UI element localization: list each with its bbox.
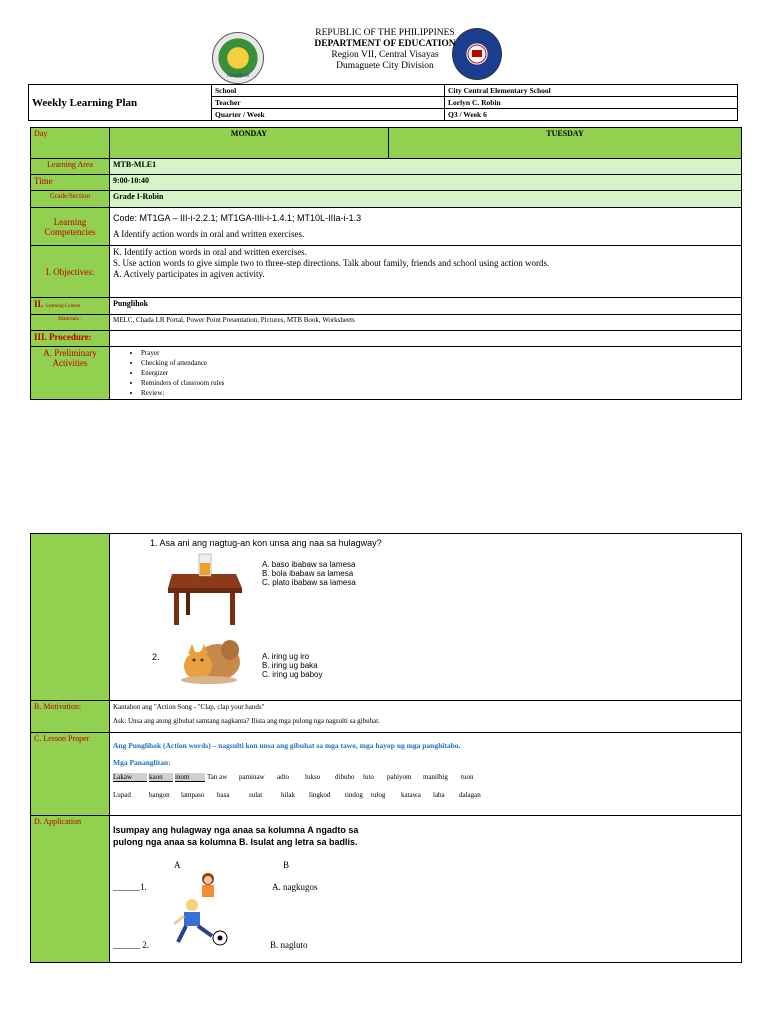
- example-word: dibuho: [335, 773, 355, 781]
- list-item: • Checking of attendance: [141, 358, 738, 368]
- motivation-line1: Kantahon ang "Action Song - "Clap, clap your hands": [113, 703, 265, 711]
- question-1-options: [262, 560, 356, 587]
- region-seal-logo: [212, 32, 264, 84]
- review-label-cell: [31, 534, 110, 701]
- option-a: A. iring ug iro: [262, 652, 310, 661]
- cat-dog-picture: [176, 632, 242, 686]
- day-label: Day: [31, 128, 110, 159]
- school-value: City Central Elementary School: [445, 85, 738, 97]
- school-label: School: [212, 85, 445, 97]
- letterhead-line4: Dumaguete City Division: [336, 61, 434, 71]
- procedure-label: III. Procedure:: [31, 331, 110, 347]
- letterhead-line3: Region VII, Central Visayas: [331, 50, 439, 60]
- examples-row-2: [113, 791, 738, 799]
- example-word: laba: [433, 791, 445, 799]
- materials-value: MELC, Chada LR Portal, Power Point Presentation, Pictures, MTB Book, Worksheets: [110, 315, 742, 331]
- teacher-label: Teacher: [212, 97, 445, 109]
- example-word: paminaw: [239, 773, 265, 781]
- tuesday-header: TUESDAY: [389, 128, 742, 159]
- example-word: tuon: [461, 773, 474, 781]
- time-label: Time: [31, 175, 110, 191]
- example-word: dalagan: [459, 791, 481, 799]
- example-word: hilak: [281, 791, 295, 799]
- review-content-cell: [110, 534, 742, 701]
- example-word: sulat: [249, 791, 263, 799]
- example-word: Lupad: [113, 791, 131, 799]
- monday-header: MONDAY: [110, 128, 389, 159]
- example-word: lukso: [305, 773, 321, 781]
- application-text-1: Isumpay ang hulagway nga anaa sa kolumna A ngadto sa: [113, 825, 359, 835]
- example-word: basa: [217, 791, 230, 799]
- letterhead: [300, 28, 470, 72]
- lesson-heading: Ang Punglihok (Action words) – nagsulti kon unsa ang gibuhat sa mga tawo, mga hayop ug mga panghitabo.: [113, 741, 461, 750]
- example-word: adto: [277, 773, 290, 781]
- list-item: • Prayer: [141, 348, 738, 358]
- learning-content-value: Punglihok: [110, 298, 742, 315]
- learning-area-label: Learning Area: [31, 159, 110, 175]
- example-word: luto: [363, 773, 374, 781]
- option-c: C. plato ibabaw sa lamesa: [262, 578, 356, 587]
- plan-table: [30, 127, 742, 400]
- objective-knowledge: K. Identify action words in oral and written exercises.: [113, 247, 307, 257]
- example-word: katawa: [401, 791, 421, 799]
- preliminary-label: A. Preliminary Activities: [31, 347, 110, 400]
- example-word: tindog: [345, 791, 363, 799]
- learning-content-label: Learning Content: [45, 304, 81, 309]
- grade-value: Grade I-Robin: [110, 191, 742, 208]
- procedure-empty-cell: [110, 331, 742, 347]
- learning-area-value: MTB-MLE1: [110, 159, 742, 175]
- quarter-value: Q3 / Week 6: [445, 109, 738, 121]
- motivation-label: B. Motivation:: [31, 701, 110, 733]
- example-word: manilhig: [423, 773, 448, 781]
- question-2-options: [262, 652, 322, 679]
- application-label: D. Application: [31, 816, 110, 963]
- application-text-2: pulong nga anaa sa kolumna B. Isulat ang letra sa badlis.: [113, 837, 358, 847]
- example-word: Tan aw: [207, 773, 228, 781]
- materials-label: Materials :: [31, 315, 110, 331]
- table-glass-picture: [166, 550, 246, 626]
- competencies-code: Code: MT1GA – III-i-2.2.1; MT1GA-IIIi-i-1.4.1; MT10L-IIIa-i-1.3: [113, 213, 362, 223]
- example-word: lampaso: [181, 791, 205, 799]
- option-c: C. iring ug baboy: [262, 670, 323, 679]
- option-b: B. iring ug baka: [262, 661, 318, 670]
- example-word: tulog: [371, 791, 386, 799]
- svg-text:REGION VII: REGION VII: [226, 73, 250, 78]
- list-item: • Energizer: [141, 368, 738, 378]
- quarter-label: Quarter / Week: [212, 109, 445, 121]
- application-instructions: [113, 824, 358, 848]
- letterhead-line1: REPUBLIC OF THE PHILIPPINES: [315, 28, 455, 38]
- item-1-answer: A. nagkugos: [272, 882, 318, 892]
- lesson-proper-label: C. Lesson Proper: [31, 733, 110, 816]
- time-value: 9:00-10:40: [110, 175, 742, 191]
- example-word: lingkod: [309, 791, 331, 799]
- example-word: bangon: [149, 791, 170, 799]
- motivation-line2: Ask: Unsa ang atong gibuhat samtang nagkanta? Ilista ang mga pulong nga nagsulti sa gibuhat.: [113, 717, 380, 725]
- option-b: B. bola ibabaw sa lamesa: [262, 569, 354, 578]
- list-item: • Reminders of classroom rules: [141, 378, 738, 388]
- grade-label: Grade/Section: [31, 191, 110, 208]
- question-2: 2.: [152, 652, 160, 662]
- girl-cooking-picture: [194, 872, 222, 898]
- examples-row-1: [113, 773, 738, 782]
- letterhead-line2: DEPARTMENT OF EDUCATION: [314, 39, 456, 49]
- example-word: kaon: [149, 773, 173, 782]
- competencies-text: A Identify action words in oral and written exercises.: [113, 229, 305, 239]
- example-word: pahiyom: [387, 773, 412, 781]
- example-word: Lakaw: [113, 773, 147, 782]
- column-b-header: B: [283, 860, 290, 870]
- teacher-value: Lorlyn C. Robin: [445, 97, 738, 109]
- item-2-answer: B. nagluto: [270, 940, 308, 950]
- competencies-label: Learning Competencies: [31, 208, 110, 246]
- learning-content-num: II.: [34, 299, 44, 309]
- objectives-label: I. Objectives:: [31, 246, 110, 298]
- item-2-blank: ______ 2.: [113, 940, 149, 950]
- item-1-blank: ______1.: [113, 882, 147, 892]
- objective-attitude: A. Actively participates in agiven activity.: [113, 269, 265, 279]
- option-a: A. baso ibabaw sa lamesa: [262, 560, 356, 569]
- list-item: • Review:: [141, 388, 738, 398]
- objective-skill: S. Use action words to give simple two to three-step directions. Talk about family, friends and school using action words.: [113, 258, 550, 268]
- plan-table-continued: [30, 533, 742, 963]
- example-word: inom: [175, 773, 205, 782]
- preliminary-list: [113, 348, 738, 398]
- boy-kicking-ball-picture: [172, 898, 234, 952]
- plan-title: Weekly Learning Plan: [29, 85, 212, 121]
- examples-label: Mga Pananglitan:: [113, 758, 171, 767]
- question-1: 1. Asa ani ang nagtug-an kon unsa ang naa sa hulagway?: [150, 538, 382, 548]
- info-table: [28, 84, 738, 121]
- learning-content-label-cell: [31, 298, 110, 315]
- column-a-header: A: [174, 860, 181, 870]
